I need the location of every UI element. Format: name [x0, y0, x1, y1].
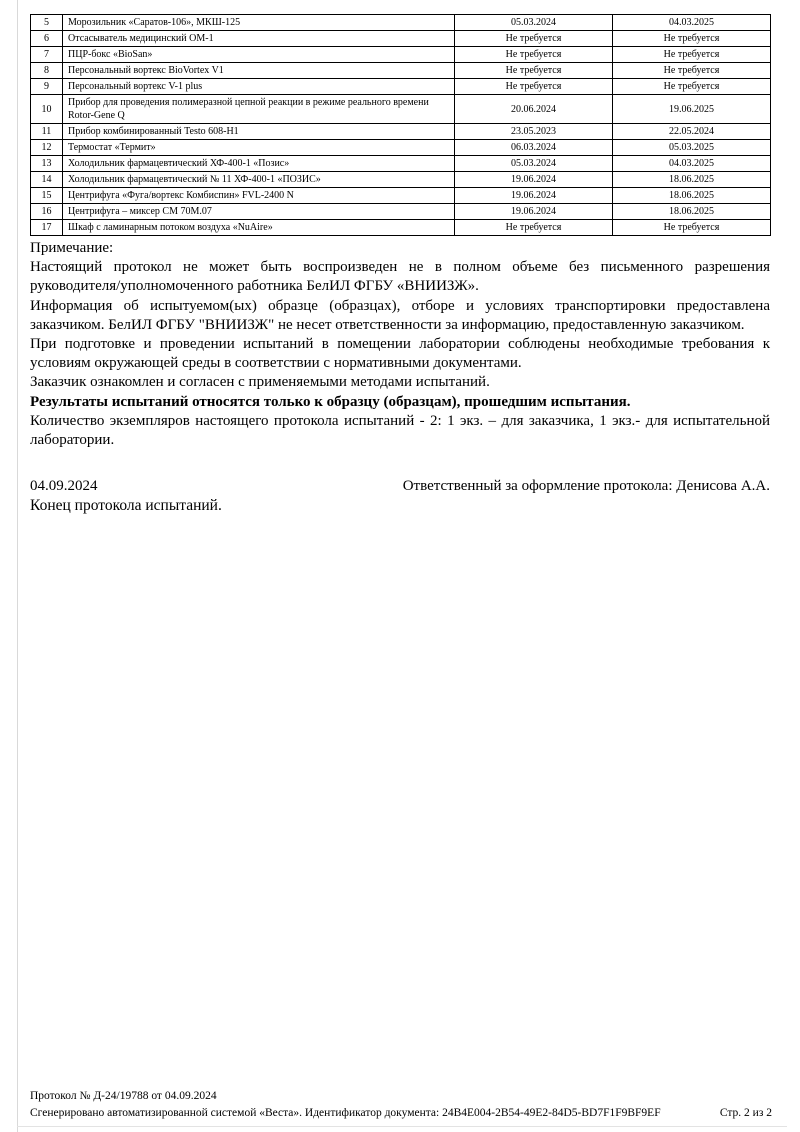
table-row [31, 79, 771, 95]
table-row [31, 140, 771, 156]
equipment-table [30, 14, 771, 236]
table-cell-date1: Не требуется [455, 79, 613, 95]
table-cell-name: Термостат «Термит» [63, 140, 455, 156]
table-cell-date1: Не требуется [455, 47, 613, 63]
table-cell-date1: Не требуется [455, 31, 613, 47]
table-cell-date1: Не требуется [455, 220, 613, 236]
table-cell-date2: 18.06.2025 [613, 204, 771, 220]
note-paragraph-results-bold: Результаты испытаний относятся только к образцу (образцам), прошедшим испытания. [30, 393, 631, 410]
table-cell-date2: Не требуется [613, 63, 771, 79]
equipment-table-body [31, 15, 771, 236]
table-row [31, 188, 771, 204]
table-row [31, 124, 771, 140]
table-cell-date2: 18.06.2025 [613, 188, 771, 204]
table-cell-date1: 19.06.2024 [455, 172, 613, 188]
page-footer [30, 1089, 772, 1121]
table-cell-date2: 04.03.2025 [613, 15, 771, 31]
table-cell-name: Морозильник «Саратов-106», МКШ-125 [63, 15, 455, 31]
table-cell-name: Прибор для проведения полимеразной цепной реакции в режиме реального времени Rotor-Gene Q [63, 95, 455, 124]
table-cell-num: 12 [31, 140, 63, 156]
protocol-date: 04.09.2024 [30, 478, 98, 495]
table-cell-num: 7 [31, 47, 63, 63]
table-cell-num: 9 [31, 79, 63, 95]
table-cell-date2: 18.06.2025 [613, 172, 771, 188]
table-cell-name: Центрифуга «Фуга/вортекс Комбиспин» FVL-2400 N [63, 188, 455, 204]
table-row [31, 95, 771, 124]
table-row [31, 204, 771, 220]
table-cell-name: Прибор комбинированный Testo 608-H1 [63, 124, 455, 140]
table-cell-date2: 04.03.2025 [613, 156, 771, 172]
table-cell-num: 6 [31, 31, 63, 47]
table-cell-date2: 22.05.2024 [613, 124, 771, 140]
table-cell-num: 5 [31, 15, 63, 31]
table-cell-date2: Не требуется [613, 31, 771, 47]
table-cell-num: 15 [31, 188, 63, 204]
footer-page-number: Стр. 2 из 2 [719, 1107, 772, 1120]
table-row [31, 31, 771, 47]
signature-row [30, 477, 770, 496]
table-cell-name: Персональный вортекс BioVortex V1 [63, 63, 455, 79]
scan-edge-left [17, 0, 18, 1132]
table-row [31, 172, 771, 188]
table-row [31, 15, 771, 31]
table-cell-date1: 20.06.2024 [455, 95, 613, 124]
responsible-person: Ответственный за оформление протокола: Денисова А.А. [402, 478, 770, 495]
footer-second-line [30, 1106, 772, 1121]
table-cell-date1: Не требуется [455, 63, 613, 79]
end-of-protocol: Конец протокола испытаний. [30, 497, 222, 515]
table-cell-num: 10 [31, 95, 63, 124]
table-cell-num: 8 [31, 63, 63, 79]
note-paragraph-4: Заказчик ознакомлен и согласен с применяемыми методами испытаний. [30, 374, 490, 391]
table-cell-num: 11 [31, 124, 63, 140]
table-cell-name: Отсасыватель медицинский ОМ-1 [63, 31, 455, 47]
table-row [31, 47, 771, 63]
notes-title: Примечание: [30, 240, 114, 256]
table-cell-num: 16 [31, 204, 63, 220]
table-cell-date1: 23.05.2023 [455, 124, 613, 140]
scan-edge-bottom [17, 1126, 787, 1127]
footer-generated-text: Сгенерировано автоматизированной системой «Веста». Идентификатор документа: 24B4E004-2B54-49E2-84D5-BD7F1F9BF9EF [30, 1107, 661, 1120]
table-cell-name: Персональный вортекс V-1 plus [63, 79, 455, 95]
table-cell-num: 13 [31, 156, 63, 172]
note-paragraph-2: Информация об испытуемом(ых) образце (образцах), отборе и условиях транспортировки предоставлена заказчиком. БелИЛ ФГБУ "ВНИИЗЖ" не несет ответственности за информацию, предоставленную заказчиком. [30, 297, 770, 333]
table-cell-name: Холодильник фармацевтический ХФ-400-1 «Позис» [63, 156, 455, 172]
table-cell-name: Холодильник фармацевтический № 11 ХФ-400-1 «ПОЗИС» [63, 172, 455, 188]
table-cell-num: 17 [31, 220, 63, 236]
table-cell-name: ПЦР-бокс «BioSan» [63, 47, 455, 63]
note-paragraph-3: При подготовке и проведении испытаний в помещении лаборатории соблюдены необходимые требования к условиям окружающей среды в соответствии с нормативными документами. [30, 335, 770, 372]
footer-protocol-number: Протокол № Д-24/19788 от 04.09.2024 [30, 1090, 217, 1103]
table-cell-date2: 05.03.2025 [613, 140, 771, 156]
table-cell-date1: 05.03.2024 [455, 156, 613, 172]
table-cell-date1: 19.06.2024 [455, 204, 613, 220]
table-cell-date2: Не требуется [613, 220, 771, 236]
note-paragraph-1: Настоящий протокол не может быть воспроизведен не в полном объеме без письменного разрешения руководителя/уполномоченного работника БелИЛ ФГБУ «ВНИИЗЖ». [30, 259, 770, 295]
table-cell-date2: 19.06.2025 [613, 95, 771, 124]
table-row [31, 156, 771, 172]
table-cell-name: Шкаф с ламинарным потоком воздуха «NuAire» [63, 220, 455, 236]
table-cell-date1: 19.06.2024 [455, 188, 613, 204]
table-row [31, 220, 771, 236]
notes-section [30, 239, 770, 450]
table-row [31, 63, 771, 79]
table-cell-date1: 05.03.2024 [455, 15, 613, 31]
note-paragraph-copies: Количество экземпляров настоящего протокола испытаний - 2: 1 экз. – для заказчика, 1 экз.- для испытательной лаборатории. [30, 412, 770, 448]
table-cell-date1: 06.03.2024 [455, 140, 613, 156]
table-cell-num: 14 [31, 172, 63, 188]
table-cell-name: Центрифуга – миксер СМ 70М.07 [63, 204, 455, 220]
table-cell-date2: Не требуется [613, 79, 771, 95]
table-cell-date2: Не требуется [613, 47, 771, 63]
